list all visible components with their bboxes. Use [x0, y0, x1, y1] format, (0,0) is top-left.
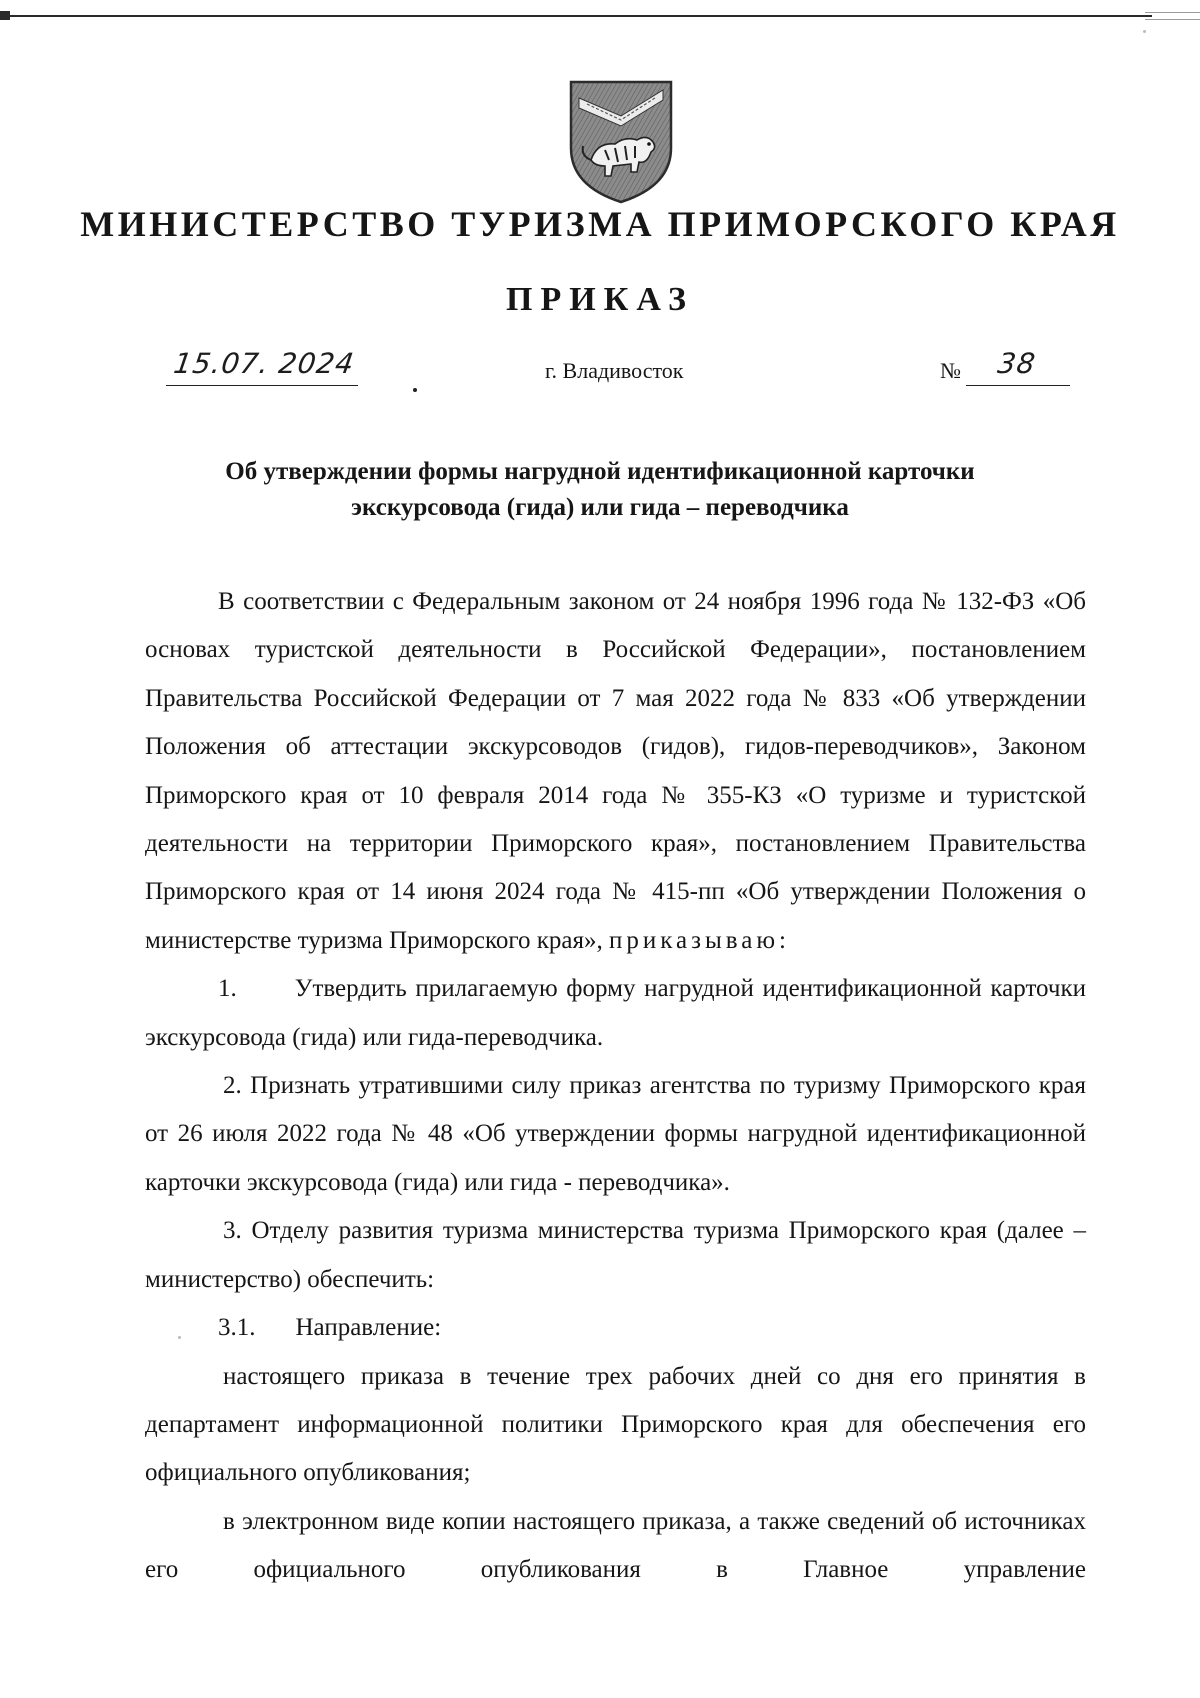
document-meta-row — [0, 347, 1200, 395]
scan-top-border-end-2 — [1145, 19, 1200, 20]
order-word: приказываю: — [608, 926, 790, 954]
item-1-paragraph — [145, 965, 1086, 1062]
number-label: № — [940, 358, 961, 383]
order-subject — [0, 454, 1200, 526]
handwritten-number: 38 — [995, 347, 1038, 380]
item-2-paragraph: 2. Признать утратившими силу приказ агентства по туризму Приморского края от 26 июля 2022 года № 48 «Об утверждении формы нагрудной идентификационной карточки экскурсовода (гида) или гида - переводчика». — [145, 1072, 1086, 1196]
subject-line-2: экскурсовода (гида) или гида – переводчика — [351, 494, 849, 521]
handwritten-date: 15.07. 2024 — [171, 347, 357, 380]
scan-speck — [1143, 30, 1146, 33]
subject-line-1: Об утверждении формы нагрудной идентификационной карточки — [225, 458, 975, 485]
item-3-1-number: 3.1. — [218, 1314, 256, 1342]
number-field — [966, 347, 1070, 386]
item-3-1-paragraph — [145, 1304, 1086, 1352]
document-type-title: ПРИКАЗ — [506, 281, 694, 318]
preamble-text: В соответствии с Федеральным законом от 24 ноября 1996 года № 132-ФЗ «Об основах туристской деятельности в Российской Федерации», постановлением Правительства Российской Федерации от 7 мая 2022 года № 833 «Об утверждении Положения об аттестации экскурсоводов (гидов), гидов-переводчиков», Законом Приморского края от 10 февраля 2014 года № 355-КЗ «О туризме и туристской деятельности на территории Приморского края», постановлением Правительства Приморского края от 14 июня 2024 года № 415-пп «Об утверждении Положения о министерстве туризма Приморского края», — [145, 588, 1086, 954]
scan-speck — [413, 388, 417, 392]
primorsky-krai-coat-of-arms-icon — [565, 76, 677, 206]
scan-speck — [178, 1336, 181, 1339]
order-body — [145, 578, 1086, 1595]
electronic-copy-paragraph: в электронном виде копии настоящего приказа, а также сведений об источниках его официального опубликования в Главное управление — [145, 1507, 1086, 1584]
publication-paragraph: настоящего приказа в течение трех рабочих дней со дня его принятия в департамент информационной политики Приморского края для обеспечения его официального опубликования; — [145, 1362, 1086, 1487]
item-1-number: 1. — [218, 975, 237, 1003]
preamble-paragraph — [145, 578, 1086, 965]
scan-top-border-end — [1145, 12, 1200, 13]
date-field — [166, 347, 358, 386]
item-3-paragraph: 3. Отделу развития туризма министерства туризма Приморского края (далее – министерство) обеспечить: — [145, 1217, 1086, 1293]
scan-top-border — [0, 15, 1152, 17]
ministry-title: МИНИСТЕРСТВО ТУРИЗМА ПРИМОРСКОГО КРАЯ — [80, 204, 1120, 244]
city-label: г. Владивосток — [545, 358, 684, 383]
item-1-text: Утвердить прилагаемую форму нагрудной идентификационной карточки экскурсовода (гида) или гида-переводчика. — [145, 975, 1086, 1051]
item-3-1-text: Направление: — [295, 1314, 442, 1342]
